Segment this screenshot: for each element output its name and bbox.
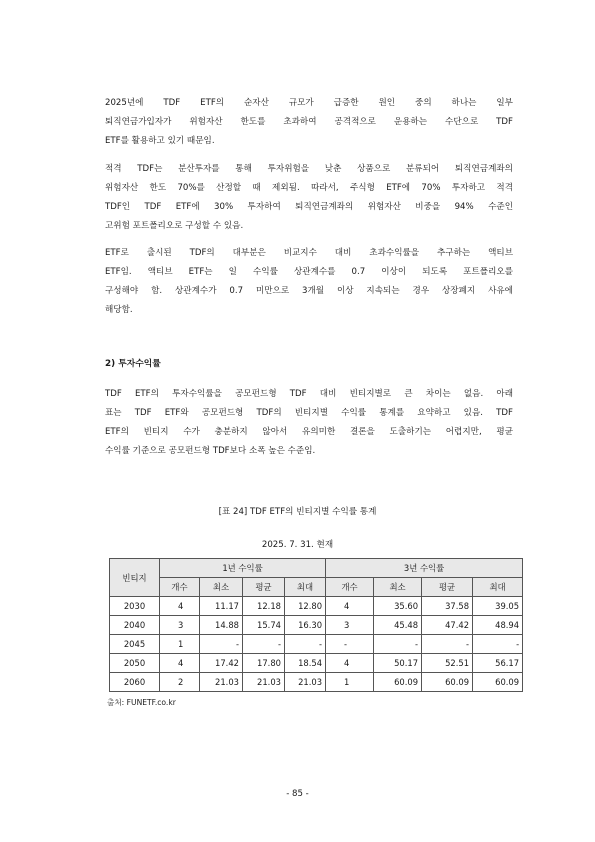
paragraph-line: 수익률 기준으로 공모펀드형 TDF보다 소폭 높은 수준임. <box>105 446 316 456</box>
sub-header-cell: 최대 <box>285 578 326 597</box>
table-cell: 12.80 <box>285 597 326 616</box>
paragraph-line: 고위험 포트폴리오로 구성할 수 있음. <box>105 221 244 231</box>
paragraph-line: TDF ETF의 투자수익률을 공모펀드형 TDF 대비 빈티지별로 큰 차이는 없음. 아래 <box>105 389 513 399</box>
paragraph-3 <box>105 244 513 320</box>
paragraph-line: 구성해야 함. 상관계수가 0.7 미만으로 3개월 이상 지속되는 경우 상장폐지 사유에 <box>105 286 513 296</box>
sub-header-row <box>110 578 523 597</box>
paragraph-line: ETF로 출시된 TDF의 대부분은 비교지수 대비 초과수익률을 추구하는 액티브 <box>105 248 513 258</box>
table-cell: 47.42 <box>422 616 473 635</box>
returns-table <box>109 558 523 692</box>
sub-header-cell: 최소 <box>374 578 422 597</box>
vintage-header: 빈티지 <box>110 559 160 597</box>
paragraph-4 <box>105 385 513 461</box>
table-cell: 18.54 <box>285 654 326 673</box>
table-cell: 21.03 <box>200 673 243 692</box>
sub-header-cell: 최소 <box>200 578 243 597</box>
table-cell: 2050 <box>110 654 160 673</box>
table-cell: 2040 <box>110 616 160 635</box>
table-row <box>110 635 523 654</box>
table-cell: 2 <box>160 673 200 692</box>
section-title: 2) 투자수익률 <box>105 359 161 369</box>
table-cell: 3 <box>326 616 374 635</box>
table-cell: 16.30 <box>285 616 326 635</box>
paragraph-2 <box>105 160 513 236</box>
paragraph-line: 퇴직연금가입자가 위험자산 한도를 초과하여 공격적으로 운용하는 수단으로 TDF <box>105 117 513 127</box>
table-row <box>110 654 523 673</box>
table-cell: 4 <box>160 597 200 616</box>
table-caption: [표 24] TDF ETF의 빈티지별 수익률 통계 <box>218 507 377 517</box>
table-cell: - <box>374 635 422 654</box>
paragraph-line: ETF의 빈티지 수가 충분하지 않아서 유의미한 결론을 도출하기는 어렵지만, 평균 <box>105 427 513 437</box>
sub-header-cell: 최대 <box>473 578 523 597</box>
table-cell: 48.94 <box>473 616 523 635</box>
table-date: 2025. 7. 31. 현재 <box>261 540 334 550</box>
table-cell: 4 <box>326 597 374 616</box>
table-cell: 60.09 <box>473 673 523 692</box>
table-cell: 17.80 <box>243 654 285 673</box>
table-cell: - <box>473 635 523 654</box>
paragraph-line: ETF를 활용하고 있기 때문임. <box>105 136 215 146</box>
table-cell: 39.05 <box>473 597 523 616</box>
table-cell: - <box>422 635 473 654</box>
table-cell: 2030 <box>110 597 160 616</box>
group-header-1y: 1년 수익률 <box>160 559 326 578</box>
sub-header-cell: 평균 <box>422 578 473 597</box>
paragraph-line: ETF임. 액티브 ETF는 일 수익률 상관계수를 0.7 이상이 되도록 포트폴리오를 <box>105 267 513 277</box>
table-cell: 1 <box>326 673 374 692</box>
paragraph-line: 적격 TDF는 분산투자를 통해 투자위험을 낮춘 상품으로 분류되어 퇴직연금계좌의 <box>105 164 513 174</box>
table-cell: 45.48 <box>374 616 422 635</box>
table-cell: 60.09 <box>422 673 473 692</box>
paragraph-line: 해당함. <box>105 305 133 315</box>
table-cell: - <box>243 635 285 654</box>
table-cell: 3 <box>160 616 200 635</box>
table-cell: 56.17 <box>473 654 523 673</box>
table-cell: 21.03 <box>243 673 285 692</box>
table-cell: 4 <box>326 654 374 673</box>
source-note: 출처: FUNETF.co.kr <box>107 698 176 707</box>
table-cell: 12.18 <box>243 597 285 616</box>
sub-header-cell: 개수 <box>326 578 374 597</box>
table-cell: 4 <box>160 654 200 673</box>
table-row <box>110 597 523 616</box>
table-row <box>110 616 523 635</box>
table-cell: - <box>326 635 374 654</box>
table-cell: 11.17 <box>200 597 243 616</box>
table-cell: 60.09 <box>374 673 422 692</box>
table-cell: 2060 <box>110 673 160 692</box>
table-cell: 37.58 <box>422 597 473 616</box>
paragraph-line: 2025년에 TDF ETF의 순자산 규모가 급증한 원인 중의 하나는 일부 <box>105 98 513 108</box>
paragraph-1 <box>105 94 513 151</box>
sub-header-cell: 개수 <box>160 578 200 597</box>
table-row <box>110 673 523 692</box>
sub-header-cell: 평균 <box>243 578 285 597</box>
page-number: - 85 - <box>286 789 309 799</box>
paragraph-line: 위험자산 한도 70%를 산정할 때 제외됨. 따라서, 주식형 ETF에 70% 투자하고 적격 <box>105 183 513 193</box>
paragraph-line: 표는 TDF ETF와 공모펀드형 TDF의 빈티지별 수익률 통계를 요약하고 있음. TDF <box>105 408 513 418</box>
table-cell: 14.88 <box>200 616 243 635</box>
table-cell: 15.74 <box>243 616 285 635</box>
table-cell: 1 <box>160 635 200 654</box>
table-cell: 52.51 <box>422 654 473 673</box>
table-body <box>110 597 523 692</box>
table-cell: - <box>200 635 243 654</box>
paragraph-line: TDF인 TDF ETF에 30% 투자하여 퇴직연금계좌의 위험자산 비중을 94% 수준인 <box>105 202 513 212</box>
table-cell: 50.17 <box>374 654 422 673</box>
table-cell: 21.03 <box>285 673 326 692</box>
table-cell: 35.60 <box>374 597 422 616</box>
table-cell: 17.42 <box>200 654 243 673</box>
table-cell: 2045 <box>110 635 160 654</box>
table-cell: - <box>285 635 326 654</box>
group-header-3y: 3년 수익률 <box>326 559 523 578</box>
